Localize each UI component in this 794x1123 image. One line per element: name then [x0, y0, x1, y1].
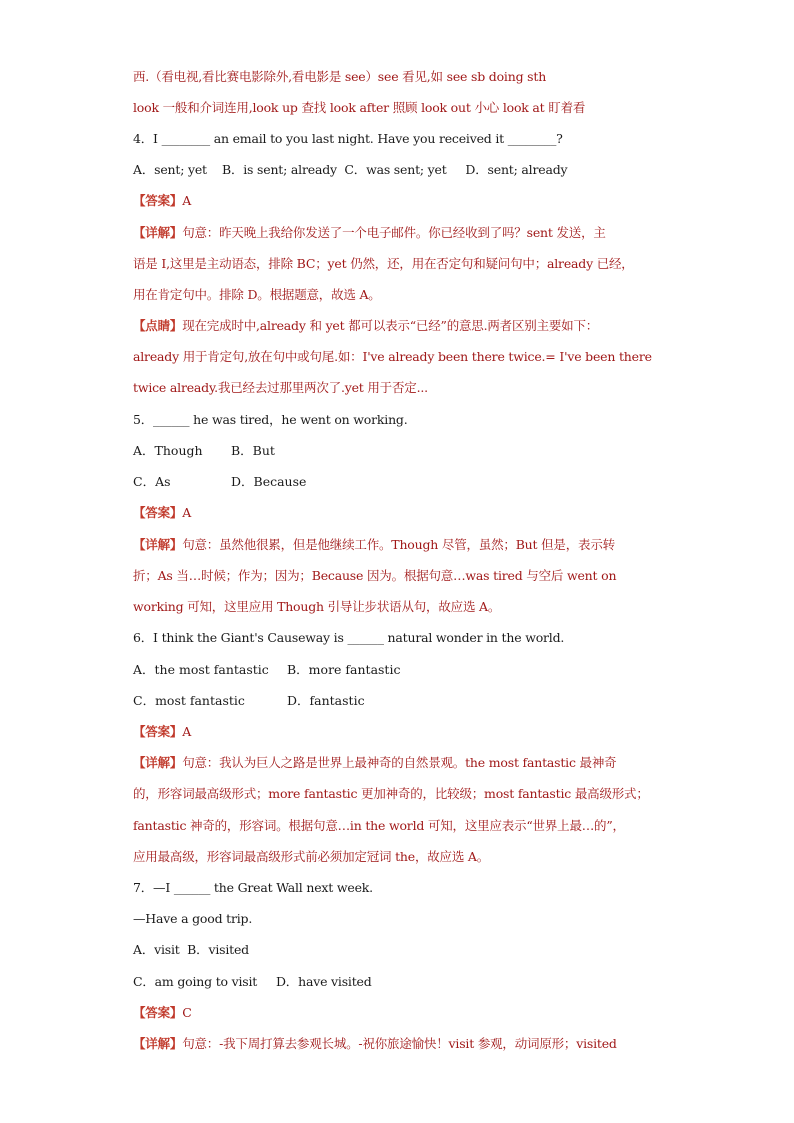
question-5-detail-line-2: 折；As 当…时候；作为；因为；Because 因为。根据句意…was tired 与空后 went on: [133, 568, 617, 583]
answer-tag: 【答案】: [133, 724, 183, 739]
question-4-answer: [133, 193, 191, 209]
tip-text: 现在完成时中,already 和 yet 都可以表示“已经”的意思.两者区别主要如下：: [182, 318, 599, 333]
question-4-tip-line-3: twice already.我已经去过那里两次了.yet 用于否定...: [133, 380, 428, 395]
question-6-answer: [133, 724, 191, 740]
question-7-options-cd: C．am going to visit D．have visited: [133, 974, 372, 989]
question-6-option-d: D．fantastic: [287, 693, 365, 708]
question-6-detail-line-1: [133, 755, 616, 771]
answer-tag: 【答案】: [133, 193, 183, 208]
detail-text: 句意：-我下周打算去参观长城。-祝你旅途愉快！visit 参观，动词原形；visited: [182, 1036, 617, 1051]
answer-value: A: [182, 505, 192, 520]
answer-value: A: [182, 193, 192, 208]
question-7-reply: —Have a good trip.: [133, 911, 253, 926]
detail-tag: 【详解】: [133, 755, 183, 770]
question-5-option-d: D．Because: [231, 474, 307, 489]
intro-line-2: look 一般和介词连用,look up 查找 look after 照顾 look out 小心 look at 盯着看: [133, 100, 586, 115]
question-6-detail-line-3: fantastic 神奇的，形容词。根据句意…in the world 可知，这里应表示“世界上最…的”，: [133, 818, 625, 833]
question-5-detail-line-3: working 可知，这里应用 Though 引导让步状语从句，故应选 A。: [133, 599, 501, 614]
question-6: 6．I think the Giant's Causeway is ______ natural wonder in the world.: [133, 630, 565, 645]
question-5-option-a: A．Though: [133, 443, 203, 458]
answer-tag: 【答案】: [133, 1005, 183, 1020]
answer-value: C: [182, 1005, 192, 1020]
question-6-detail-line-4: 应用最高级，形容词最高级形式前必须加定冠词 the，故应选 A。: [133, 849, 490, 864]
question-4-tip-line-2: already 用于肯定句,放在句中或句尾.如：I've already been there twice.= I've been there: [133, 349, 652, 364]
intro-line-1: 西.（看电视,看比赛电影除外,看电影是 see）see 看见,如 see sb doing sth: [133, 69, 547, 84]
detail-text: 句意：虽然他很累，但是他继续工作。Though 尽管，虽然；But 但是，表示转: [182, 537, 615, 552]
question-7-detail-line-1: [133, 1036, 617, 1052]
question-7-answer: [133, 1005, 192, 1021]
question-6-option-c: C．most fantastic: [133, 693, 245, 708]
answer-value: A: [182, 724, 192, 739]
detail-tag: 【详解】: [133, 225, 183, 240]
question-4-detail-line-2: 语是 I,这里是主动语态，排除 BC；yet 仍然，还，用在否定句和疑问句中；already 已经，: [133, 256, 634, 271]
tip-tag: 【点睛】: [133, 318, 183, 333]
question-4: 4．I ________ an email to you last night. Have you received it ________?: [133, 131, 563, 146]
question-7-options-ab: A．visit B．visited: [133, 942, 249, 957]
question-5-detail-line-1: [133, 537, 615, 553]
question-6-detail-line-2: 的，形容词最高级形式；more fantastic 更加神奇的，比较级；most fantastic 最高级形式；: [133, 786, 649, 801]
question-4-tip-line-1: [133, 318, 598, 334]
question-4-options: A．sent; yet B．is sent; already C．was sent; yet D．sent; already: [133, 162, 568, 177]
question-5-answer: [133, 505, 191, 521]
question-4-detail-line-3: 用在肯定句中。排除 D。根据题意，故选 A。: [133, 287, 381, 302]
question-5: 5．______ he was tired，he went on working.: [133, 412, 408, 427]
question-7: 7．—I ______ the Great Wall next week.: [133, 880, 373, 895]
detail-tag: 【详解】: [133, 537, 183, 552]
question-4-detail-line-1: [133, 225, 606, 241]
question-6-option-b: B．more fantastic: [287, 662, 401, 677]
detail-text: 句意：我认为巨人之路是世界上最神奇的自然景观。the most fantastic 最神奇: [182, 755, 617, 770]
answer-tag: 【答案】: [133, 505, 183, 520]
question-5-option-b: B．But: [231, 443, 275, 458]
detail-tag: 【详解】: [133, 1036, 183, 1051]
detail-text: 句意：昨天晚上我给你发送了一个电子邮件。你已经收到了吗？sent 发送，主: [182, 225, 606, 240]
question-5-option-c: C．As: [133, 474, 171, 489]
question-6-option-a: A．the most fantastic: [133, 662, 269, 677]
